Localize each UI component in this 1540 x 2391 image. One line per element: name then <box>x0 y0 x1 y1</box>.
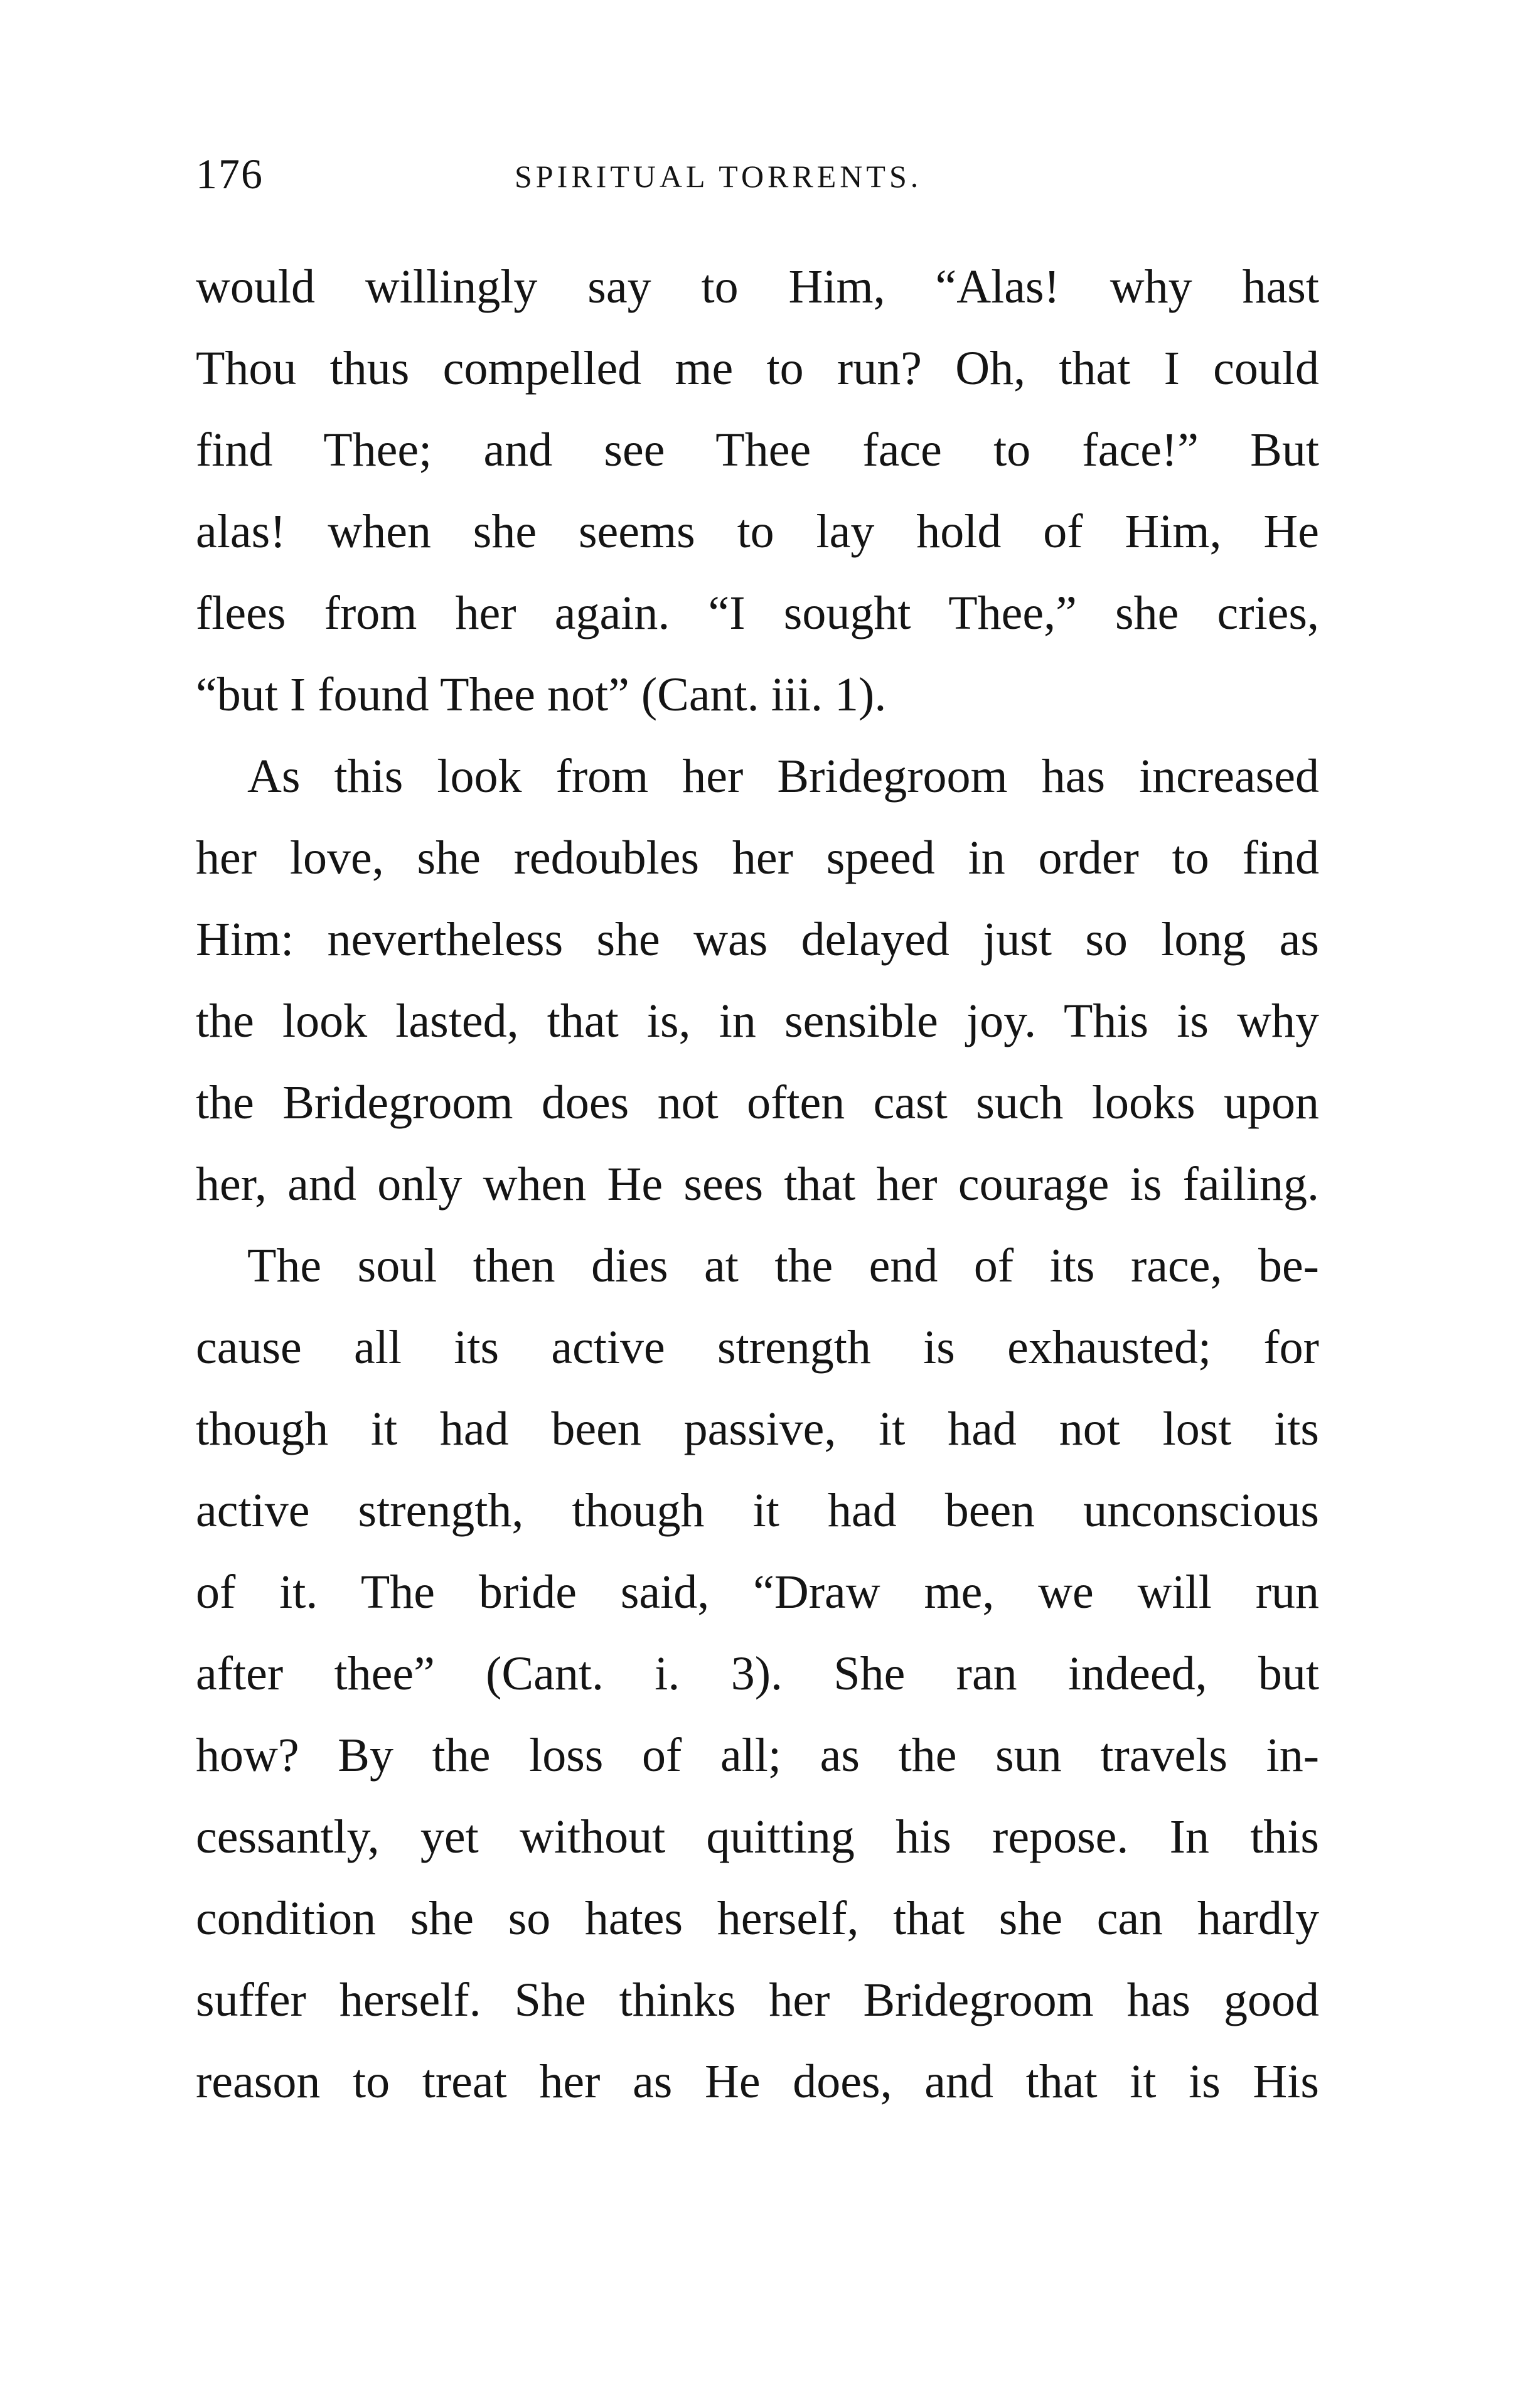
text-line: find Thee; and see Thee face to face!” But <box>196 424 1319 476</box>
text-line: though it had been passive, it had not lost its <box>196 1403 1319 1455</box>
text-line: Him: nevertheless she was delayed just so long as <box>196 913 1319 966</box>
text-line: “but I found Thee not” (Cant. iii. 1). <box>196 668 887 721</box>
text-line: cause all its active strength is exhausted; for <box>196 1321 1319 1374</box>
text-line: the Bridegroom does not often cast such looks upon <box>196 1076 1319 1129</box>
text-line: her love, she redoubles her speed in order to find <box>196 832 1319 884</box>
text-line: her, and only when He sees that her courage is failing. <box>196 1158 1319 1211</box>
page-number: 176 <box>196 150 264 198</box>
text-line: flees from her again. “I sought Thee,” she cries, <box>196 587 1319 639</box>
text-line: suffer herself. She thinks her Bridegroom has good <box>196 1974 1319 2026</box>
text-line: As this look from her Bridegroom has increased <box>247 750 1319 803</box>
text-line: reason to treat her as He does, and that it is His <box>196 2055 1319 2108</box>
running-head <box>196 149 1319 206</box>
text-line: cessantly, yet without quitting his repose. In this <box>196 1811 1319 1863</box>
running-title: SPIRITUAL TORRENTS. <box>515 159 922 194</box>
text-line: Thou thus compelled me to run? Oh, that I could <box>196 342 1319 395</box>
body-text <box>196 246 1319 2122</box>
text-line: would willingly say to Him, “Alas! why hast <box>196 260 1319 313</box>
text-line: condition she so hates herself, that she can hardly <box>196 1892 1319 1945</box>
text-line: the look lasted, that is, in sensible joy. This is why <box>196 995 1319 1047</box>
text-line: The soul then dies at the end of its race, be- <box>247 1239 1319 1292</box>
text-line: how? By the loss of all; as the sun travels in- <box>196 1729 1319 1782</box>
text-line: of it. The bride said, “Draw me, we will run <box>196 1566 1319 1618</box>
text-line: active strength, though it had been unconscious <box>196 1484 1319 1537</box>
text-line: alas! when she seems to lay hold of Him, He <box>196 505 1319 558</box>
text-line: after thee” (Cant. i. 3). She ran indeed, but <box>196 1647 1319 1700</box>
